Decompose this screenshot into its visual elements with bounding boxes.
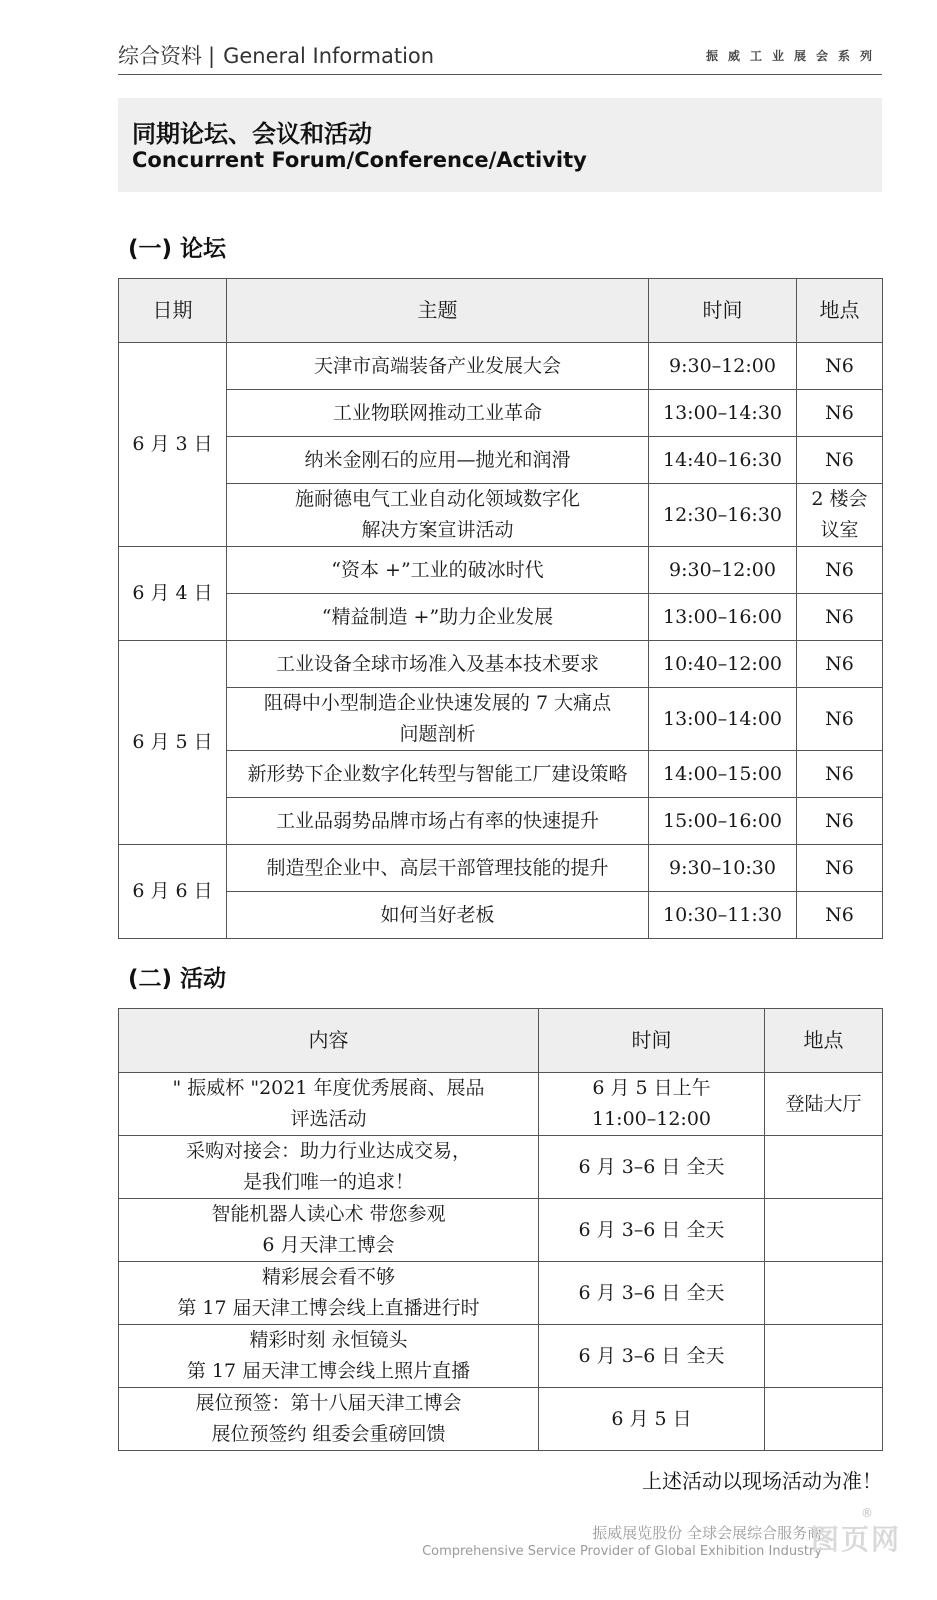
forum-time-cell: 14:40–16:30 (649, 437, 797, 484)
forum-place-cell-line: 2 楼会 (811, 488, 868, 510)
forum-time-cell: 13:00–16:00 (649, 594, 797, 641)
activity-content-cell-line: 智能机器人读心术 带您参观 (211, 1203, 446, 1225)
activity-col-place: 地点 (765, 1009, 883, 1073)
forum-section-title: (一) 论坛 (128, 236, 227, 262)
forum-place-cell (797, 484, 883, 547)
forum-time-cell: 14:00–15:00 (649, 751, 797, 798)
header-category-en: General Information (223, 44, 435, 68)
forum-row (119, 484, 883, 547)
forum-place-cell-line: N6 (825, 856, 854, 879)
forum-topic-cell-line: “精益制造 +”助力企业发展 (321, 605, 554, 628)
forum-topic-cell (227, 845, 649, 892)
forum-time-cell: 13:00–14:30 (649, 390, 797, 437)
forum-place-cell (797, 798, 883, 845)
activity-table-body (119, 1073, 883, 1451)
forum-place-cell (797, 390, 883, 437)
forum-time-cell: 9:30–10:30 (649, 845, 797, 892)
activity-place-cell (765, 1136, 883, 1199)
forum-date-cell: 6 月 3 日 (119, 343, 227, 547)
forum-topic-cell (227, 390, 649, 437)
activity-content-cell-line: 是我们唯一的追求！ (242, 1171, 414, 1193)
forum-row (119, 343, 883, 390)
forum-place-cell-line: N6 (825, 903, 854, 926)
activity-content-cell-line: 6 月天津工博会 (262, 1234, 395, 1256)
forum-row (119, 845, 883, 892)
forum-place-cell (797, 547, 883, 594)
forum-date-cell: 6 月 6 日 (119, 845, 227, 939)
forum-date-cell: 6 月 4 日 (119, 547, 227, 641)
activity-col-content: 内容 (119, 1009, 539, 1073)
forum-row (119, 688, 883, 751)
activity-content-cell-line: 展位预签约 组委会重磅回馈 (211, 1423, 446, 1445)
forum-topic-cell (227, 594, 649, 641)
forum-place-cell-line: N6 (825, 707, 854, 730)
forum-place-cell-line: N6 (825, 401, 854, 424)
forum-time-cell: 15:00–16:00 (649, 798, 797, 845)
forum-place-cell-line: N6 (825, 354, 854, 377)
activity-content-cell-line: 评选活动 (290, 1108, 367, 1130)
activity-time-cell-line: 6 月 3–6 日 全天 (578, 1344, 725, 1367)
forum-topic-cell (227, 641, 649, 688)
activity-content-cell-line: 精彩时刻 永恒镜头 (249, 1329, 408, 1351)
registered-mark: ® (861, 1506, 873, 1520)
forum-time-cell: 12:30–16:30 (649, 484, 797, 547)
activity-content-cell (119, 1262, 539, 1325)
forum-topic-cell (227, 688, 649, 751)
activity-content-cell-line: 采购对接会：助力行业达成交易， (185, 1140, 471, 1162)
activity-time-cell (539, 1199, 765, 1262)
forum-row (119, 751, 883, 798)
forum-topic-cell-line: 天津市高端装备产业发展大会 (313, 354, 561, 377)
forum-header-row (119, 279, 883, 343)
forum-table-body (119, 343, 883, 939)
forum-col-place: 地点 (797, 279, 883, 343)
forum-place-cell (797, 892, 883, 939)
activity-place-cell (765, 1262, 883, 1325)
forum-row (119, 798, 883, 845)
activity-time-cell (539, 1262, 765, 1325)
activity-place-cell (765, 1325, 883, 1388)
forum-place-cell (797, 845, 883, 892)
activity-time-cell (539, 1073, 765, 1136)
footer-company-en: Comprehensive Service Provider of Global Exhibition Industry (422, 1544, 822, 1559)
activity-content-cell-line: " 振威杯 "2021 年度优秀展商、展品 (172, 1077, 485, 1099)
forum-row (119, 594, 883, 641)
header-separator: | (208, 44, 216, 68)
footer-company-cn: 振威展览股份 全球会展综合服务商 (592, 1524, 822, 1542)
forum-row (119, 437, 883, 484)
forum-place-cell-line: N6 (825, 762, 854, 785)
forum-place-cell-line: N6 (825, 605, 854, 628)
forum-topic-cell-line: 工业设备全球市场准入及基本技术要求 (275, 652, 599, 675)
forum-place-cell (797, 751, 883, 798)
forum-place-cell (797, 641, 883, 688)
forum-col-topic: 主题 (227, 279, 649, 343)
forum-topic-cell (227, 484, 649, 547)
activity-content-cell-line: 第 17 届天津工博会线上直播进行时 (177, 1297, 480, 1319)
forum-topic-cell-line: 工业品弱势品牌市场占有率的快速提升 (275, 809, 599, 832)
forum-time-cell: 9:30–12:00 (649, 547, 797, 594)
title-box (118, 98, 882, 192)
activity-place-cell (765, 1199, 883, 1262)
activity-table (118, 1008, 883, 1451)
activity-content-cell (119, 1325, 539, 1388)
activity-col-time: 时间 (539, 1009, 765, 1073)
forum-topic-cell (227, 751, 649, 798)
activity-content-cell (119, 1073, 539, 1136)
forum-topic-cell-line: 阻碍中小型制造企业快速发展的 7 大痛点 (263, 692, 612, 714)
forum-topic-cell-line: “资本 +”工业的破冰时代 (331, 558, 544, 581)
activity-time-cell-line: 6 月 5 日上午 (592, 1077, 711, 1099)
activity-time-cell-line: 6 月 5 日 (611, 1407, 692, 1430)
forum-place-cell-line: N6 (825, 448, 854, 471)
forum-topic-cell (227, 798, 649, 845)
forum-place-cell (797, 688, 883, 751)
forum-place-cell-line: 议室 (820, 519, 859, 541)
footer-note: 上述活动以现场活动为准！ (642, 1469, 882, 1493)
page-title-cn: 同期论坛、会议和活动 (132, 120, 372, 148)
forum-topic-cell-line: 工业物联网推动工业革命 (332, 401, 542, 424)
page-title-en: Concurrent Forum/Conference/Activity (132, 148, 587, 172)
activity-place-cell: 登陆大厅 (765, 1073, 883, 1136)
header-category-cn: 综合资料 (118, 44, 202, 68)
forum-topic-cell-line: 如何当好老板 (380, 903, 495, 926)
activity-row (119, 1388, 883, 1451)
activity-time-cell-line: 6 月 3–6 日 全天 (578, 1281, 725, 1304)
forum-topic-cell-line: 解决方案宣讲活动 (361, 519, 514, 541)
forum-place-cell (797, 343, 883, 390)
forum-date-cell: 6 月 5 日 (119, 641, 227, 845)
forum-place-cell-line: N6 (825, 809, 854, 832)
activity-row (119, 1325, 883, 1388)
forum-topic-cell-line: 施耐德电气工业自动化领域数字化 (294, 488, 580, 510)
forum-place-cell-line: N6 (825, 652, 854, 675)
activity-content-cell-line: 精彩展会看不够 (261, 1266, 395, 1288)
activity-place-cell (765, 1388, 883, 1451)
forum-row (119, 390, 883, 437)
forum-row (119, 641, 883, 688)
forum-col-date: 日期 (119, 279, 227, 343)
forum-row (119, 892, 883, 939)
forum-time-cell: 13:00–14:00 (649, 688, 797, 751)
activity-content-cell (119, 1388, 539, 1451)
activity-content-cell-line: 展位预签：第十八届天津工博会 (195, 1392, 462, 1414)
forum-topic-cell (227, 892, 649, 939)
activity-section-title: (二) 活动 (128, 966, 227, 992)
forum-time-cell: 10:30–11:30 (649, 892, 797, 939)
activity-row (119, 1262, 883, 1325)
header-left (118, 40, 434, 70)
forum-topic-cell-line: 纳米金刚石的应用—抛光和润滑 (304, 448, 571, 471)
forum-place-cell (797, 594, 883, 641)
activity-content-cell (119, 1199, 539, 1262)
forum-time-cell: 9:30–12:00 (649, 343, 797, 390)
activity-time-cell (539, 1136, 765, 1199)
forum-topic-cell (227, 547, 649, 594)
forum-time-cell: 10:40–12:00 (649, 641, 797, 688)
forum-topic-cell-line: 问题剖析 (399, 723, 476, 745)
activity-content-cell-line: 第 17 届天津工博会线上照片直播 (186, 1360, 471, 1382)
activity-row (119, 1136, 883, 1199)
activity-time-cell (539, 1325, 765, 1388)
activity-time-cell (539, 1388, 765, 1451)
forum-topic-cell-line: 新形势下企业数字化转型与智能工厂建设策略 (247, 762, 628, 785)
forum-row (119, 547, 883, 594)
activity-time-cell-line: 6 月 3–6 日 全天 (578, 1155, 725, 1178)
activity-time-cell-line: 6 月 3–6 日 全天 (578, 1218, 725, 1241)
forum-topic-cell-line: 制造型企业中、高层干部管理技能的提升 (266, 856, 609, 879)
activity-row (119, 1199, 883, 1262)
activity-row (119, 1073, 883, 1136)
watermark-logo: 图页网 (810, 1523, 901, 1556)
forum-place-cell-line: N6 (825, 558, 854, 581)
activity-content-cell (119, 1136, 539, 1199)
forum-table (118, 278, 883, 939)
forum-col-time: 时间 (649, 279, 797, 343)
forum-place-cell (797, 437, 883, 484)
forum-topic-cell (227, 343, 649, 390)
header-series-label: 振威工业展会系列 (705, 49, 882, 63)
activity-time-cell-line: 11:00–12:00 (591, 1108, 711, 1130)
activity-header-row (119, 1009, 883, 1073)
forum-topic-cell (227, 437, 649, 484)
page-header (118, 40, 882, 75)
